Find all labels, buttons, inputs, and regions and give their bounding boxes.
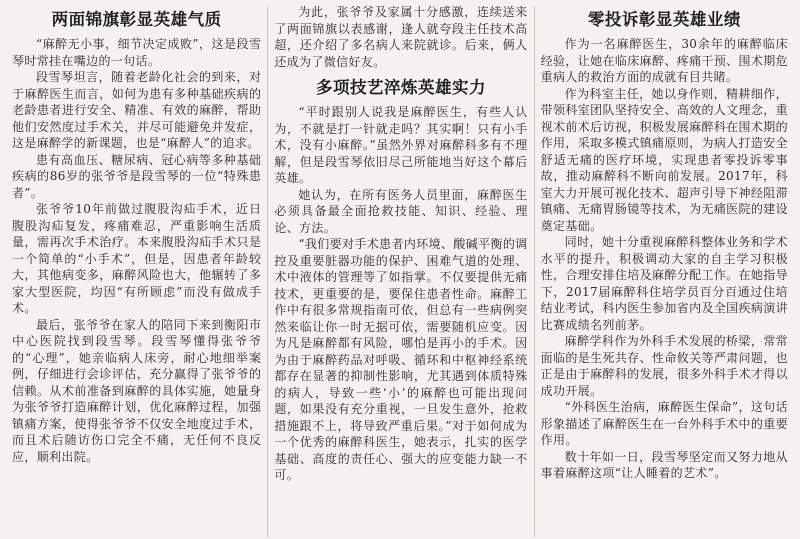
paragraph: “我们要对手术患者内环境、酸碱平衡的调控及重要脏器功能的保护、困难气道的处理、术中液体的管理等了如指掌。不仅要提供无痛技术，更重要的是，要保住患者性命。麻醉工作中有很多常规指南可依，但总有一些病例突然来临让你一时无据可依，需要随机应变。因为凡是麻醉都有风险，哪怕是再小的手术。因为由于麻醉药品对呼吸、循环和中枢神经系统都存在显著的抑制性影响，尤其遇到体质特殊的病人，导致一些‘小’的麻醉也可能出现问题，如果没有充分重视，一旦发生意外，抢救措施跟不上，将导致严重后果。”对于如何成为一个优秀的麻醉科医生，她表示，扎实的医学基础、高度的责任心、强大的应变能力缺一不可。 [274, 237, 528, 482]
paragraph: 同时，她十分重视麻醉科整体业务和学术水平的提升，积极调动大家的自主学习积极性，合理安排住培及麻醉分配工作。在她指导下，2017届麻醉科住培学员百分百通过住培结业考试，科内医生参加省内及全国疾病演讲比赛成绩名列前茅。 [540, 235, 789, 332]
column-1 [6, 4, 267, 539]
paragraph: “平时跟别人说我是麻醉医生，有些人认为，不就是打一针就走吗？其实啊！只有小手术，没有小麻醉。”虽然外界对麻醉科多有不理解，但是段雪琴依旧尽己所能地当好这个幕后英雄。 [274, 105, 528, 185]
paragraph: 张爷爷10年前做过腹股沟疝手术，近日腹股沟疝复发，疼痛难忍，严重影响生活质量，需再次手术治疗。本来腹股沟疝手术只是一个简单的“小手术”，但是，因患者年龄较大，其他病变多，麻醉风险也大，他辗转了多家大型医院，均因“有所顾虑”而没有做成手术。 [12, 202, 262, 315]
paragraph: 作为一名麻醉医生，30余年的麻醉临床经验，让她在临床麻醉、疼痛干预、围术期危重病人的救治方面的成就有目共睹。 [540, 37, 789, 84]
paragraph: 她认为，在所有医务人员里面，麻醉医生必须具备最全面抢救技能、知识、经验、理论、方法。 [274, 187, 528, 235]
paragraph: 数十年如一日，段雪琴坚定而又努力地从事着麻醉这项“让人睡着的艺术”。 [540, 449, 789, 480]
section-heading-zero-complaints: 零投诉彰显英雄业绩 [587, 10, 741, 29]
paragraph: 最后，张爷爷在家人的陪同下来到衡阳市中心医院找到段雪琴。段雪琴懂得张爷爷的“心理”，她亲临病人床旁，耐心地细举案例，仔细进行会诊评估，充分赢得了张爷爷的信赖。从术前准备到麻醉的具体实施，她量身为张爷爷打造麻醉计划，优化麻醉过程，加强镇痛方案，使得张爷爷不仅安全地度过手术，而且术后随访伤口完全不痛，无任何不良反应，顺利出院。 [12, 317, 262, 464]
paragraph: 作为科室主任，她以身作则，精耕细作，带领科室团队坚持安全、高效的人文理念，重视术前术后访视，积极发展麻醉科在围术期的作用，采取多模式镇痛原则，为病人打造安全舒适无痛的医疗环境，实现患者零投诉零事故，推动麻醉科不断向前发展。2017年，科室大力开展可视化技术、超声引导下神经阻滞镇痛、无痛胃肠镜等技术，为无痛医院的建设奠定基础。 [540, 86, 789, 233]
paragraph: “麻醉无小事，细节决定成败”，这是段雪琴时常挂在嘴边的一句话。 [12, 37, 262, 68]
section-heading-skills: 多项技艺淬炼英雄实力 [316, 78, 486, 97]
column-3 [535, 4, 794, 539]
paragraph: 为此，张爷爷及家属十分感激，连续送来了两面锦旗以表感谢，逢人就夸段主任技术高超，还介绍了多名病人来院就诊。后来，俩人还成为了微信好友。 [274, 5, 528, 69]
paragraph: 段雪琴坦言，随着老龄化社会的到来，对于麻醉医生而言，如何为患有多种基础疾病的老龄患者进行安全、精准、有效的麻醉，帮助他们安然度过手术关，并尽可能避免并发症，这是麻醉学的新课题，也是“麻醉人”的追求。 [12, 70, 262, 150]
paragraph: 患有高血压、糖尿病、冠心病等多种基础疾病的86岁的张爷爷是段雪琴的一位“特殊患者”。 [12, 152, 262, 200]
section-heading-banners: 两面锦旗彰显英雄气质 [51, 10, 222, 29]
column-2 [268, 4, 533, 539]
paragraph: “外科医生治病，麻醉医生保命”，这句话形象描述了麻醉医生在一台外科手术中的重要作用。 [540, 400, 789, 447]
paragraph: 麻醉学科作为外科手术发展的桥梁，常常面临的是生死共存、性命攸关等严肃问题，也正是由于麻醉科的发展，很多外科手术才得以成功开展。 [540, 334, 789, 398]
